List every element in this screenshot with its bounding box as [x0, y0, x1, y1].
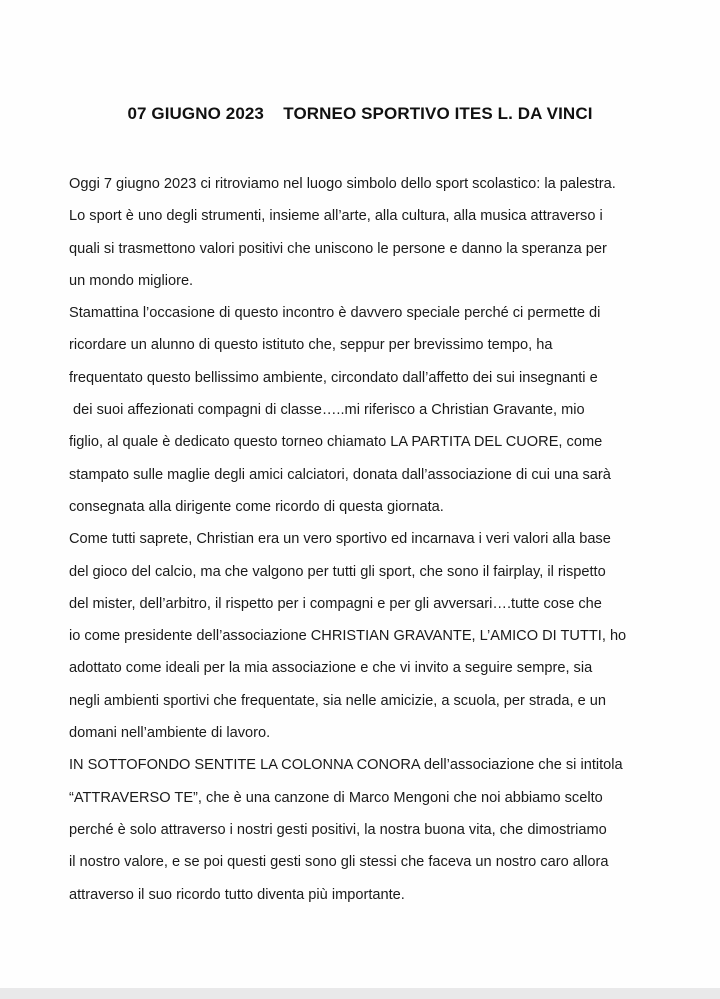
- body-line: “ATTRAVERSO TE”, che è una canzone di Marco Mengoni che noi abbiamo scelto: [69, 789, 603, 806]
- body-line: Stamattina l’occasione di questo incontro è davvero speciale perché ci permette di: [69, 305, 601, 322]
- body-line: quali si trasmettono valori positivi che uniscono le persone e danno la speranza per: [69, 240, 607, 257]
- body-line: negli ambienti sportivi che frequentate, sia nelle amicizie, a scuola, per strada, e un: [69, 692, 607, 709]
- body-line: adottato come ideali per la mia associazione e che vi invito a seguire sempre, sia: [69, 660, 593, 677]
- bottom-edge-strip: [0, 988, 720, 999]
- body-line: io come presidente dell’associazione CHRISTIAN GRAVANTE, L’AMICO DI TUTTI, ho: [69, 628, 627, 645]
- body-line: dei suoi affezionati compagni di classe…..mi riferisco a Christian Gravante, mio: [69, 402, 585, 419]
- body-line: frequentato questo bellissimo ambiente, circondato dall’affetto dei sui insegnanti e: [69, 369, 598, 386]
- document-title: 07 GIUGNO 2023 TORNEO SPORTIVO ITES L. DA VINCI: [127, 104, 593, 123]
- body-line: perché è solo attraverso i nostri gesti positivi, la nostra buona vita, che dimostriamo: [69, 821, 607, 838]
- body-line: un mondo migliore.: [69, 272, 194, 289]
- body-line: Lo sport è uno degli strumenti, insieme all’arte, alla cultura, alla musica attraverso i: [69, 208, 603, 225]
- body-line: domani nell’ambiente di lavoro.: [69, 725, 271, 742]
- body-line: IN SOTTOFONDO SENTITE LA COLONNA CONORA dell’associazione che si intitola: [69, 757, 623, 774]
- body-line: Come tutti saprete, Christian era un vero sportivo ed incarnava i veri valori alla base: [69, 531, 611, 548]
- body-line: attraverso il suo ricordo tutto diventa più importante.: [69, 886, 405, 903]
- body-line: del mister, dell’arbitro, il rispetto per i compagni e per gli avversari….tutte cose che: [69, 595, 602, 612]
- body-line: del gioco del calcio, ma che valgono per tutti gli sport, che sono il fairplay, il rispetto: [69, 563, 606, 580]
- body-line: il nostro valore, e se poi questi gesti sono gli stessi che faceva un nostro caro allora: [69, 854, 609, 871]
- body-line: ricordare un alunno di questo istituto che, seppur per brevissimo tempo, ha: [69, 337, 553, 354]
- document-body: [69, 168, 689, 911]
- body-line: figlio, al quale è dedicato questo torneo chiamato LA PARTITA DEL CUORE, come: [69, 434, 603, 451]
- body-line: stampato sulle maglie degli amici calciatori, donata dall’associazione di cui una sarà: [69, 466, 611, 483]
- body-line: consegnata alla dirigente come ricordo di questa giornata.: [69, 498, 444, 515]
- body-line: Oggi 7 giugno 2023 ci ritroviamo nel luogo simbolo dello sport scolastico: la palestra.: [69, 176, 616, 192]
